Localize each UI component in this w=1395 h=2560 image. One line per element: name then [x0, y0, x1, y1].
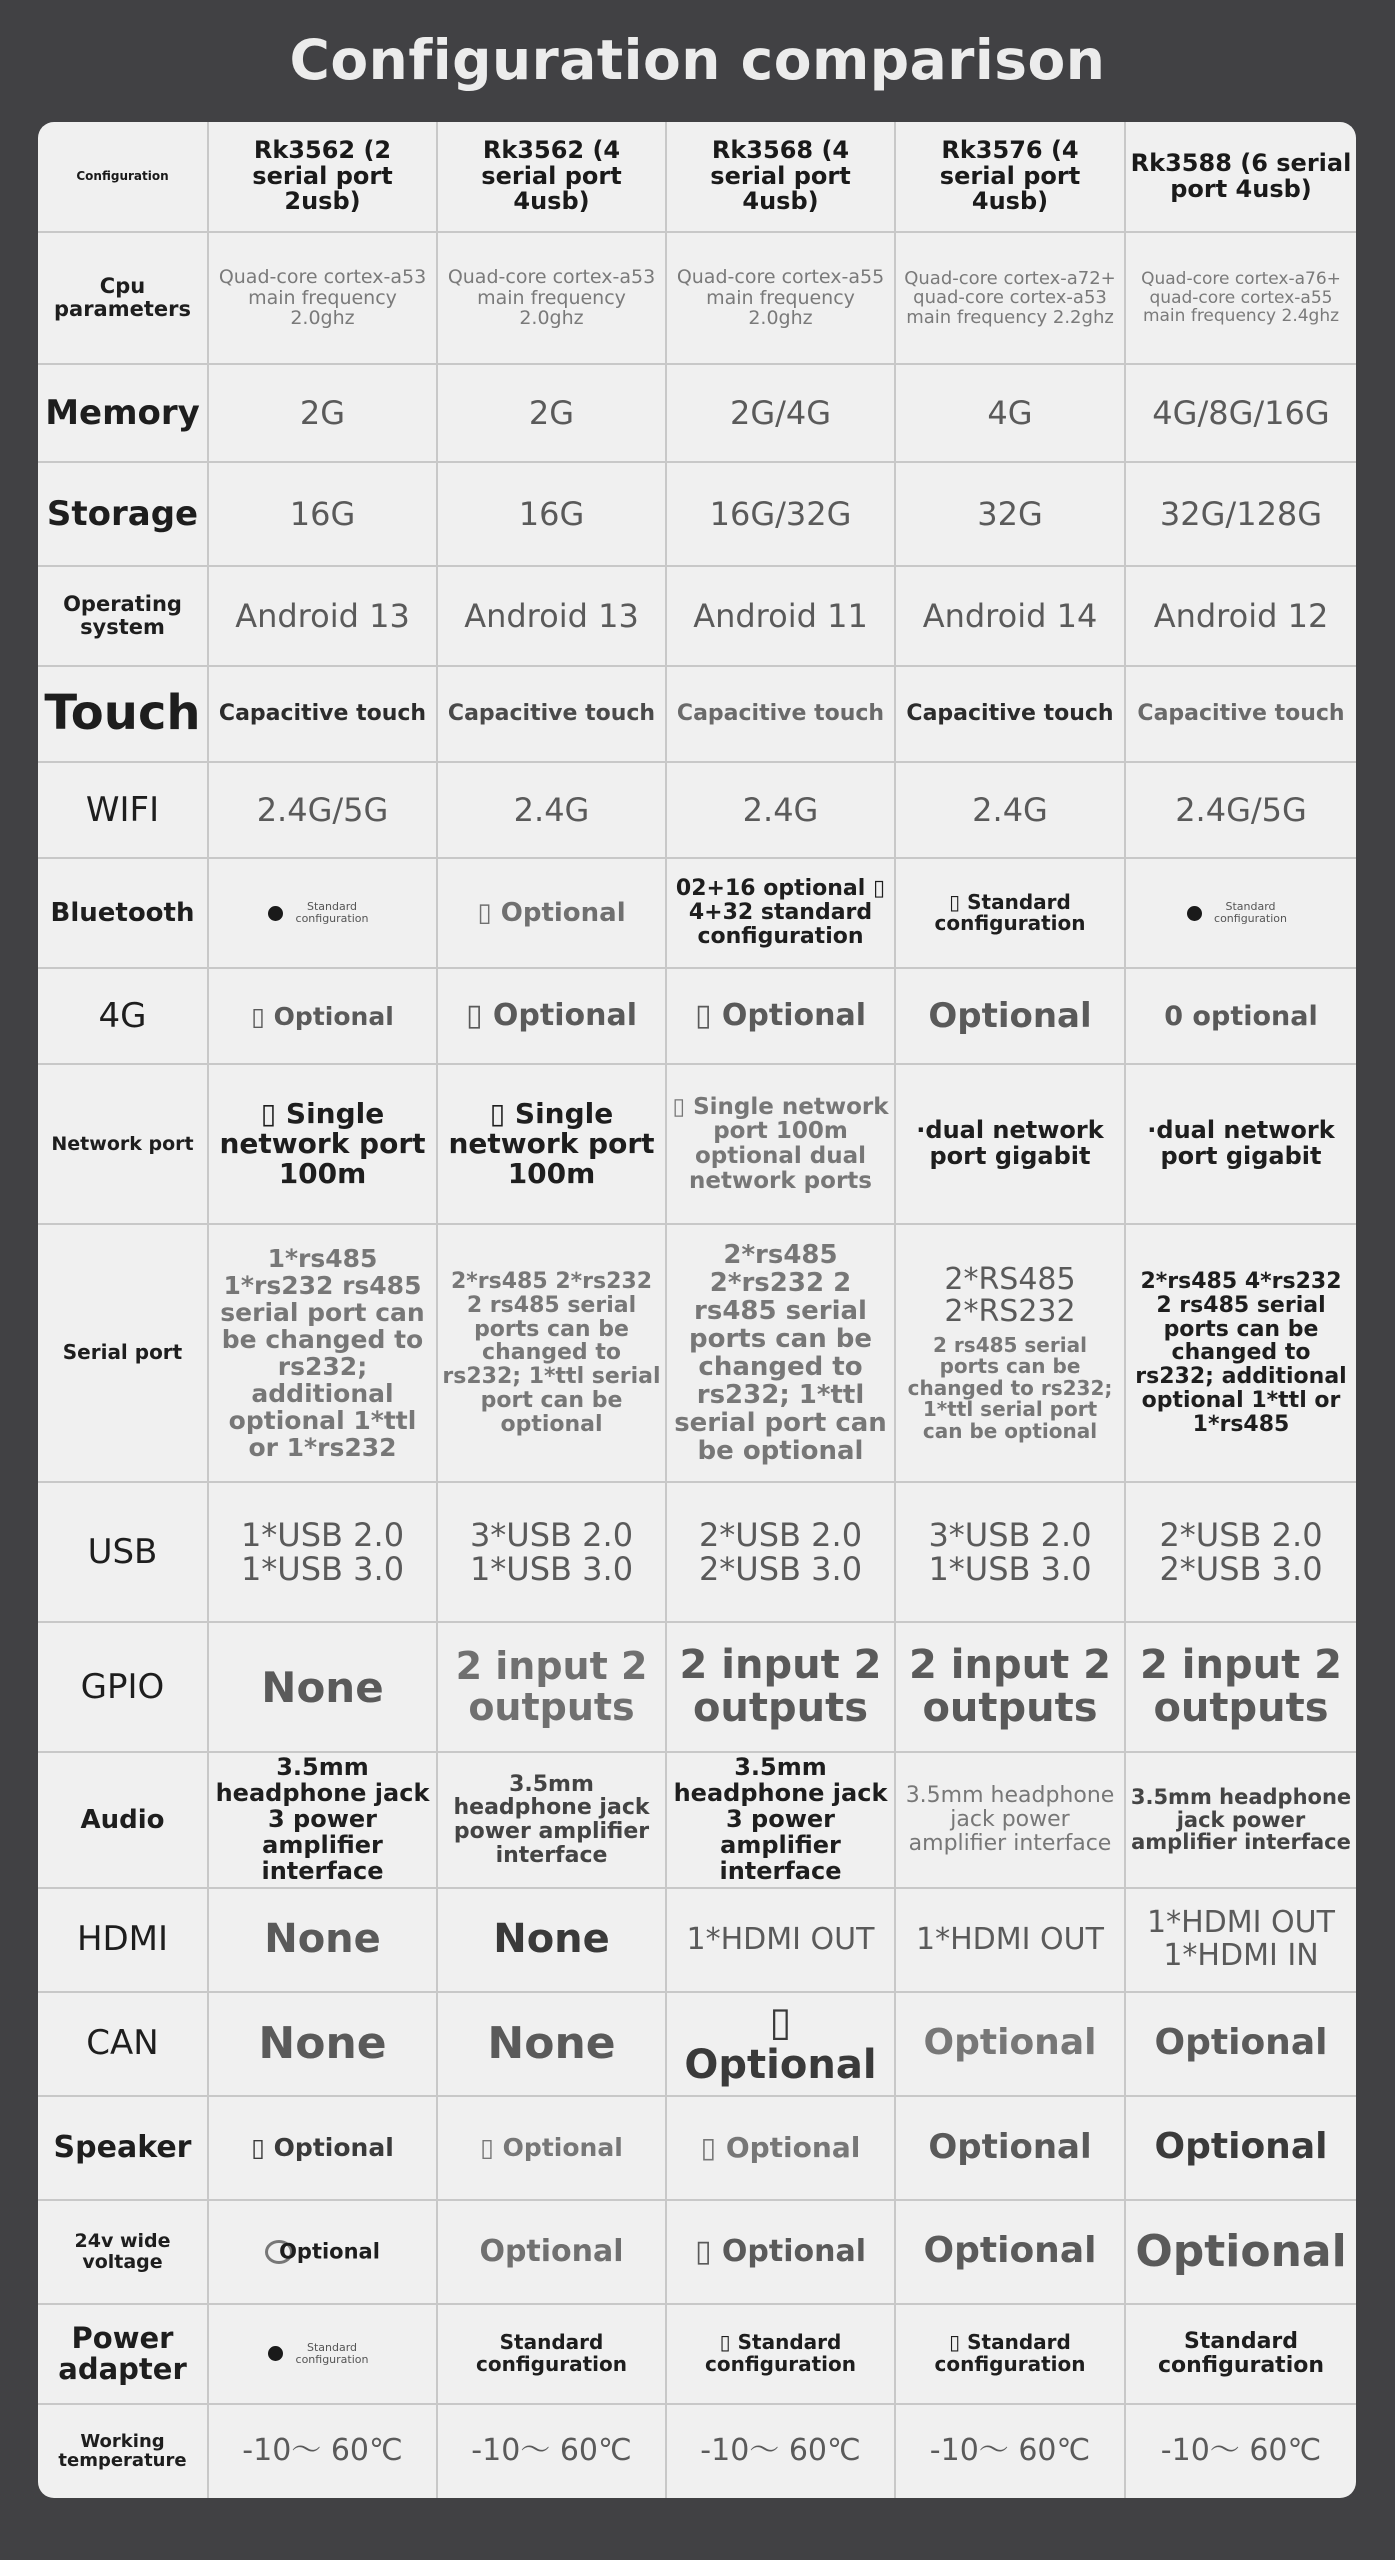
row-label: Power adapter [38, 2304, 208, 2404]
cell-audio-1: 3.5mm headphone jack 3 power amplifier interface [208, 1752, 437, 1888]
cell-wifi-4: 2.4G [895, 762, 1125, 858]
cell-audio-2: 3.5mm headphone jack power amplifier interface [437, 1752, 666, 1888]
row-4g [38, 968, 1356, 1064]
cell-4g-2: ▯ Optional [437, 968, 666, 1064]
header-model-2: Rk3562 (4 serial port 4usb) [437, 122, 666, 232]
row-cpu-parameters [38, 232, 1356, 364]
cell-text: Standard configuration [1214, 900, 1287, 926]
cell-network-port-5: ·dual network port gigabit [1125, 1064, 1356, 1224]
cell-working-temperature-3: -10～ 60℃ [666, 2404, 895, 2498]
cell-audio-4: 3.5mm headphone jack power amplifier interface [895, 1752, 1125, 1888]
cell-cpu-parameters-4: Quad-core cortex-a72+ quad-core cortex-a53 main frequency 2.2ghz [895, 232, 1125, 364]
cell-storage-3: 16G/32G [666, 462, 895, 566]
cell-power-adapter-4: ▯ Standard configuration [895, 2304, 1125, 2404]
cell-bluetooth-5 [1125, 858, 1356, 968]
cell-usb-4: 3*USB 2.0 1*USB 3.0 [895, 1482, 1125, 1622]
row-wifi [38, 762, 1356, 858]
cell-bluetooth-1 [208, 858, 437, 968]
cell-speaker-4: Optional [895, 2096, 1125, 2200]
row-hdmi [38, 1888, 1356, 1992]
cell-speaker-3: ▯ Optional [666, 2096, 895, 2200]
row-24v-wide-voltage [38, 2200, 1356, 2304]
cell-4g-3: ▯ Optional [666, 968, 895, 1064]
cell-operating-system-3: Android 11 [666, 566, 895, 666]
cell-hdmi-1: None [208, 1888, 437, 1992]
cell-usb-5: 2*USB 2.0 2*USB 3.0 [1125, 1482, 1356, 1622]
cell-memory-1: 2G [208, 364, 437, 462]
row-label: Audio [38, 1752, 208, 1888]
cell-24v-wide-voltage-1 [208, 2200, 437, 2304]
cell-touch-2: Capacitive touch [437, 666, 666, 762]
cell-network-port-3: ▯ Single network port 100m optional dual network ports [666, 1064, 895, 1224]
row-label: Storage [38, 462, 208, 566]
cell-power-adapter-3: ▯ Standard configuration [666, 2304, 895, 2404]
cell-speaker-1: ▯ Optional [208, 2096, 437, 2200]
cell-touch-4: Capacitive touch [895, 666, 1125, 762]
cell-gpio-3: 2 input 2 outputs [666, 1622, 895, 1752]
row-operating-system [38, 566, 1356, 666]
cell-serial-port-5: 2*rs485 4*rs232 2 rs485 serial ports can be changed to rs232; additional optional 1*ttl or 1*rs485 [1125, 1224, 1356, 1482]
cell-gpio-5: 2 input 2 outputs [1125, 1622, 1356, 1752]
cell-network-port-1: ▯ Single network port 100m [208, 1064, 437, 1224]
bullet-dot-icon [1187, 906, 1202, 921]
page-title: Configuration comparison [289, 28, 1106, 92]
cell-4g-5: 0 optional [1125, 968, 1356, 1064]
row-label: Touch [38, 666, 208, 762]
cell-24v-wide-voltage-4: Optional [895, 2200, 1125, 2304]
row-serial-port [38, 1224, 1356, 1482]
cell-4g-4: Optional [895, 968, 1125, 1064]
row-working-temperature [38, 2404, 1356, 2498]
bullet-dot-icon [268, 906, 283, 921]
cell-wifi-3: 2.4G [666, 762, 895, 858]
cell-bluetooth-3: 02+16 optional ▯ 4+32 standard configuration [666, 858, 895, 968]
header-row [38, 122, 1356, 232]
header-model-4: Rk3576 (4 serial port 4usb) [895, 122, 1125, 232]
cell-network-port-2: ▯ Single network port 100m [437, 1064, 666, 1224]
cell-working-temperature-4: -10～ 60℃ [895, 2404, 1125, 2498]
cell-operating-system-5: Android 12 [1125, 566, 1356, 666]
row-usb [38, 1482, 1356, 1622]
cell-text-secondary: 2 rs485 serial ports can be changed to rs232; 1*ttl serial port can be optional [907, 1332, 1113, 1443]
cell-can-3: ▯ Optional [666, 1992, 895, 2096]
row-label: Cpu parameters [38, 232, 208, 364]
cell-storage-1: 16G [208, 462, 437, 566]
cell-touch-5: Capacitive touch [1125, 666, 1356, 762]
cell-gpio-2: 2 input 2 outputs [437, 1622, 666, 1752]
cell-speaker-2: ▯ Optional [437, 2096, 666, 2200]
cell-text: Standard configuration [295, 2340, 369, 2366]
row-label: WIFI [38, 762, 208, 858]
comparison-table [38, 122, 1356, 2498]
cell-gpio-1: None [208, 1622, 437, 1752]
cell-memory-3: 2G/4G [666, 364, 895, 462]
cell-can-4: Optional [895, 1992, 1125, 2096]
row-audio [38, 1752, 1356, 1888]
cell-memory-2: 2G [437, 364, 666, 462]
row-power-adapter [38, 2304, 1356, 2404]
row-label: Serial port [38, 1224, 208, 1482]
cell-24v-wide-voltage-2: Optional [437, 2200, 666, 2304]
cell-cpu-parameters-2: Quad-core cortex-a53 main frequency 2.0ghz [437, 232, 666, 364]
cell-wifi-2: 2.4G [437, 762, 666, 858]
row-storage [38, 462, 1356, 566]
header-label: Configuration [38, 122, 208, 232]
cell-storage-5: 32G/128G [1125, 462, 1356, 566]
row-touch [38, 666, 1356, 762]
cell-wifi-1: 2.4G/5G [208, 762, 437, 858]
cell-memory-5: 4G/8G/16G [1125, 364, 1356, 462]
cell-audio-5: 3.5mm headphone jack power amplifier interface [1125, 1752, 1356, 1888]
cell-text: Optional [279, 2239, 380, 2264]
cell-network-port-4: ·dual network port gigabit [895, 1064, 1125, 1224]
cell-working-temperature-2: -10～ 60℃ [437, 2404, 666, 2498]
cell-serial-port-3: 2*rs485 2*rs232 2 rs485 serial ports can be changed to rs232; 1*ttl serial port can be optional [666, 1224, 895, 1482]
cell-serial-port-4 [895, 1224, 1125, 1482]
cell-cpu-parameters-5: Quad-core cortex-a76+ quad-core cortex-a55 main frequency 2.4ghz [1125, 232, 1356, 364]
cell-power-adapter-5: Standard configuration [1125, 2304, 1356, 2404]
row-label: HDMI [38, 1888, 208, 1992]
row-label: Network port [38, 1064, 208, 1224]
cell-bluetooth-2: ▯ Optional [437, 858, 666, 968]
cell-operating-system-2: Android 13 [437, 566, 666, 666]
cell-touch-1: Capacitive touch [208, 666, 437, 762]
cell-text: Standard configuration [295, 900, 369, 926]
cell-hdmi-4: 1*HDMI OUT [895, 1888, 1125, 1992]
cell-working-temperature-5: -10～ 60℃ [1125, 2404, 1356, 2498]
cell-can-2: None [437, 1992, 666, 2096]
row-label: Memory [38, 364, 208, 462]
cell-touch-3: Capacitive touch [666, 666, 895, 762]
cell-audio-3: 3.5mm headphone jack 3 power amplifier interface [666, 1752, 895, 1888]
row-bluetooth [38, 858, 1356, 968]
row-label: Bluetooth [38, 858, 208, 968]
cell-bluetooth-4: ▯ Standard configuration [895, 858, 1125, 968]
cell-can-5: Optional [1125, 1992, 1356, 2096]
cell-power-adapter-1 [208, 2304, 437, 2404]
cell-hdmi-3: 1*HDMI OUT [666, 1888, 895, 1992]
cell-usb-2: 3*USB 2.0 1*USB 3.0 [437, 1482, 666, 1622]
cell-24v-wide-voltage-3: ▯ Optional [666, 2200, 895, 2304]
row-network-port [38, 1064, 1356, 1224]
cell-can-1: None [208, 1992, 437, 2096]
row-label: CAN [38, 1992, 208, 2096]
row-can [38, 1992, 1356, 2096]
cell-working-temperature-1: -10～ 60℃ [208, 2404, 437, 2498]
cell-serial-port-2: 2*rs485 2*rs232 2 rs485 serial ports can be changed to rs232; 1*ttl serial port can be optional [437, 1224, 666, 1482]
cell-usb-1: 1*USB 2.0 1*USB 3.0 [208, 1482, 437, 1622]
cell-hdmi-2: None [437, 1888, 666, 1992]
row-label: Working temperature [38, 2404, 208, 2498]
row-label: Speaker [38, 2096, 208, 2200]
bullet-dot-icon [268, 2346, 283, 2361]
row-speaker [38, 2096, 1356, 2200]
cell-power-adapter-2: Standard configuration [437, 2304, 666, 2404]
cell-gpio-4: 2 input 2 outputs [895, 1622, 1125, 1752]
cell-24v-wide-voltage-5: Optional [1125, 2200, 1356, 2304]
row-label: 24v wide voltage [38, 2200, 208, 2304]
row-label: GPIO [38, 1622, 208, 1752]
cell-wifi-5: 2.4G/5G [1125, 762, 1356, 858]
cell-hdmi-5: 1*HDMI OUT 1*HDMI IN [1125, 1888, 1356, 1992]
cell-storage-2: 16G [437, 462, 666, 566]
cell-cpu-parameters-3: Quad-core cortex-a55 main frequency 2.0ghz [666, 232, 895, 364]
row-label: Operating system [38, 566, 208, 666]
row-label: 4G [38, 968, 208, 1064]
header-model-5: Rk3588 (6 serial port 4usb) [1125, 122, 1356, 232]
cell-4g-1: ▯ Optional [208, 968, 437, 1064]
row-gpio [38, 1622, 1356, 1752]
header-model-3: Rk3568 (4 serial port 4usb) [666, 122, 895, 232]
row-memory [38, 364, 1356, 462]
cell-speaker-5: Optional [1125, 2096, 1356, 2200]
cell-memory-4: 4G [895, 364, 1125, 462]
cell-operating-system-4: Android 14 [895, 566, 1125, 666]
cell-cpu-parameters-1: Quad-core cortex-a53 main frequency 2.0ghz [208, 232, 437, 364]
cell-operating-system-1: Android 13 [208, 566, 437, 666]
cell-storage-4: 32G [895, 462, 1125, 566]
cell-text-primary: 2*RS485 2*RS232 [944, 1261, 1076, 1330]
cell-serial-port-1: 1*rs485 1*rs232 rs485 serial port can be changed to rs232; additional optional 1*ttl or 1*rs232 [208, 1224, 437, 1482]
cell-usb-3: 2*USB 2.0 2*USB 3.0 [666, 1482, 895, 1622]
row-label: USB [38, 1482, 208, 1622]
header-model-1: Rk3562 (2 serial port 2usb) [208, 122, 437, 232]
